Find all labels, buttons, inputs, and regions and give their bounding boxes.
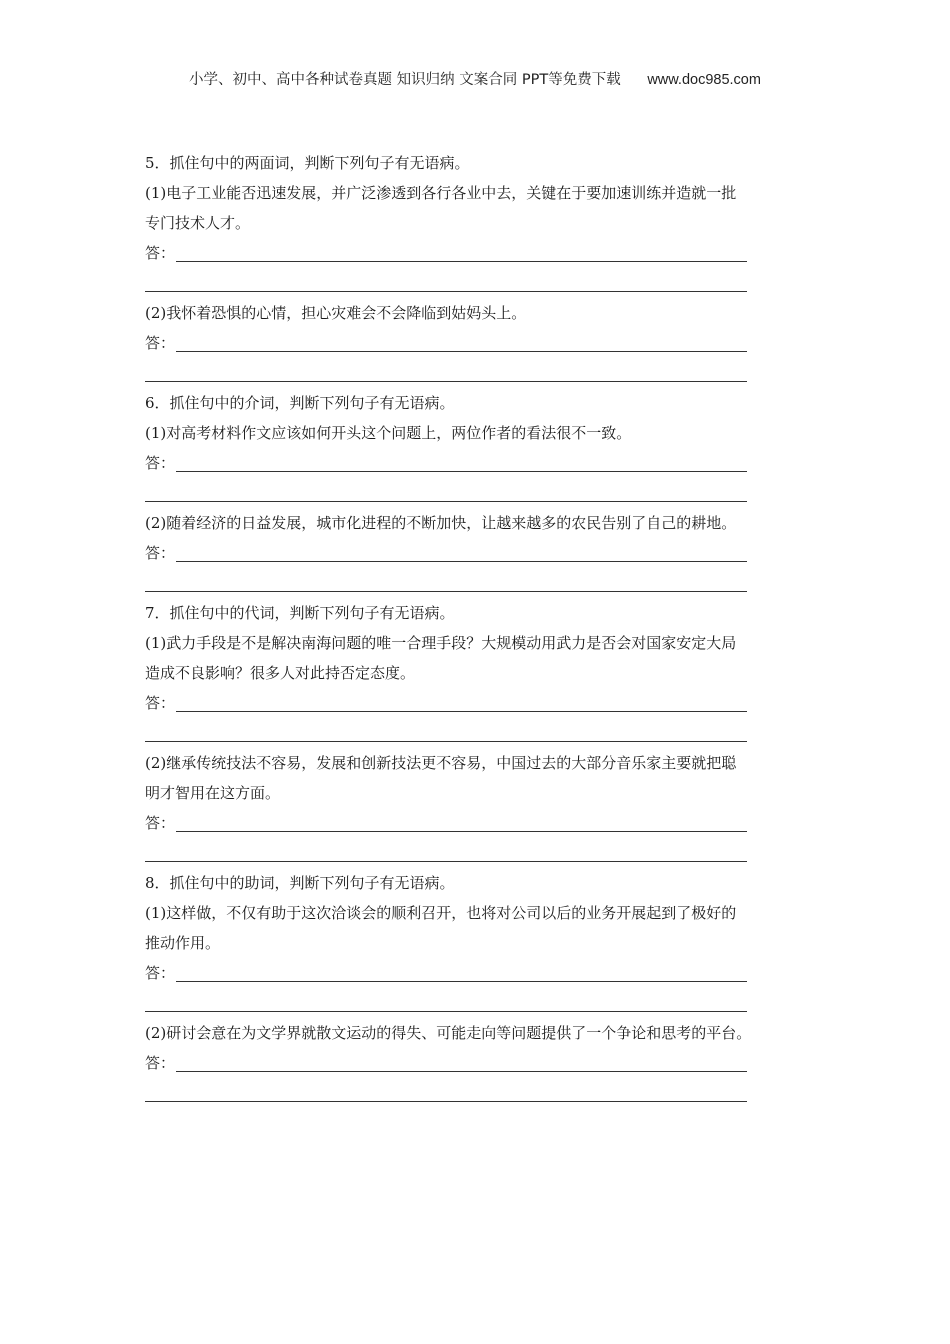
page-header bbox=[0, 68, 950, 92]
answer-underline[interactable] bbox=[176, 981, 747, 982]
sentence-line: (1)对高考材料作文应该如何开头这个问题上，两位作者的看法很不一致。 bbox=[145, 424, 632, 442]
answer-underline[interactable] bbox=[176, 831, 747, 832]
sentence-line: (2)我怀着恐惧的心情，担心灾难会不会降临到姑妈头上。 bbox=[145, 304, 527, 322]
answer-row[interactable] bbox=[145, 448, 825, 478]
answer-blank-line[interactable] bbox=[145, 1078, 825, 1108]
question-title: 7．抓住句中的代词，判断下列句子有无语病。 bbox=[145, 604, 455, 622]
answer-underline[interactable] bbox=[176, 471, 747, 472]
answer-row[interactable] bbox=[145, 688, 825, 718]
answer-underline[interactable] bbox=[176, 561, 747, 562]
answer-label: 答： bbox=[145, 814, 176, 832]
sentence-line: (2)继承传统技法不容易，发展和创新技法更不容易，中国过去的大部分音乐家主要就把聪 bbox=[145, 754, 737, 772]
answer-row[interactable] bbox=[145, 238, 825, 268]
answer-underline[interactable] bbox=[176, 711, 747, 712]
sentence-line: 专门技术人才。 bbox=[145, 214, 251, 232]
answer-label: 答： bbox=[145, 454, 176, 472]
answer-blank-line[interactable] bbox=[145, 568, 825, 598]
sentence-line: 明才智用在这方面。 bbox=[145, 784, 281, 802]
answer-blank-line[interactable] bbox=[145, 838, 825, 868]
answer-underline[interactable] bbox=[145, 861, 747, 862]
answer-row[interactable] bbox=[145, 538, 825, 568]
sentence-line: (1)这样做，不仅有助于这次洽谈会的顺利召开，也将对公司以后的业务开展起到了极好的 bbox=[145, 904, 737, 922]
sentence-line: (1)电子工业能否迅速发展，并广泛渗透到各行各业中去，关键在于要加速训练并造就一批 bbox=[145, 184, 737, 202]
sentence-line: (2)研讨会意在为文学界就散文运动的得失、可能走向等问题提供了一个争论和思考的平台。 bbox=[145, 1024, 752, 1042]
answer-label: 答： bbox=[145, 964, 176, 982]
answer-underline[interactable] bbox=[176, 1071, 747, 1072]
answer-underline[interactable] bbox=[176, 351, 747, 352]
answer-label: 答： bbox=[145, 1054, 176, 1072]
answer-blank-line[interactable] bbox=[145, 988, 825, 1018]
answer-underline[interactable] bbox=[145, 1101, 747, 1102]
answer-label: 答： bbox=[145, 334, 176, 352]
answer-blank-line[interactable] bbox=[145, 268, 825, 298]
answer-label: 答： bbox=[145, 544, 176, 562]
answer-underline[interactable] bbox=[145, 1011, 747, 1012]
answer-row[interactable] bbox=[145, 328, 825, 358]
answer-underline[interactable] bbox=[145, 501, 747, 502]
answer-blank-line[interactable] bbox=[145, 358, 825, 388]
answer-label: 答： bbox=[145, 244, 176, 262]
answer-label: 答： bbox=[145, 694, 176, 712]
answer-underline[interactable] bbox=[145, 381, 747, 382]
answer-blank-line[interactable] bbox=[145, 718, 825, 748]
question-title: 5．抓住句中的两面词，判断下列句子有无语病。 bbox=[145, 154, 470, 172]
answer-underline[interactable] bbox=[145, 591, 747, 592]
header-text: 小学、初中、高中各种试卷真题 知识归纳 文案合同 PPT等免费下载 bbox=[189, 72, 621, 88]
question-title: 6．抓住句中的介词，判断下列句子有无语病。 bbox=[145, 394, 455, 412]
answer-underline[interactable] bbox=[176, 261, 747, 262]
answer-row[interactable] bbox=[145, 958, 825, 988]
question-title: 8．抓住句中的助词，判断下列句子有无语病。 bbox=[145, 874, 455, 892]
answer-underline[interactable] bbox=[145, 291, 747, 292]
sentence-line: 推动作用。 bbox=[145, 934, 221, 952]
header-url[interactable]: www.doc985.com bbox=[647, 72, 761, 88]
answer-row[interactable] bbox=[145, 808, 825, 838]
sentence-line: (1)武力手段是不是解决南海问题的唯一合理手段？大规模动用武力是否会对国家安定大局 bbox=[145, 634, 737, 652]
answer-blank-line[interactable] bbox=[145, 478, 825, 508]
sentence-line: (2)随着经济的日益发展，城市化进程的不断加快，让越来越多的农民告别了自己的耕地。 bbox=[145, 514, 737, 532]
sentence-line: 造成不良影响？很多人对此持否定态度。 bbox=[145, 664, 416, 682]
worksheet-content bbox=[145, 148, 825, 1108]
answer-row[interactable] bbox=[145, 1048, 825, 1078]
answer-underline[interactable] bbox=[145, 741, 747, 742]
